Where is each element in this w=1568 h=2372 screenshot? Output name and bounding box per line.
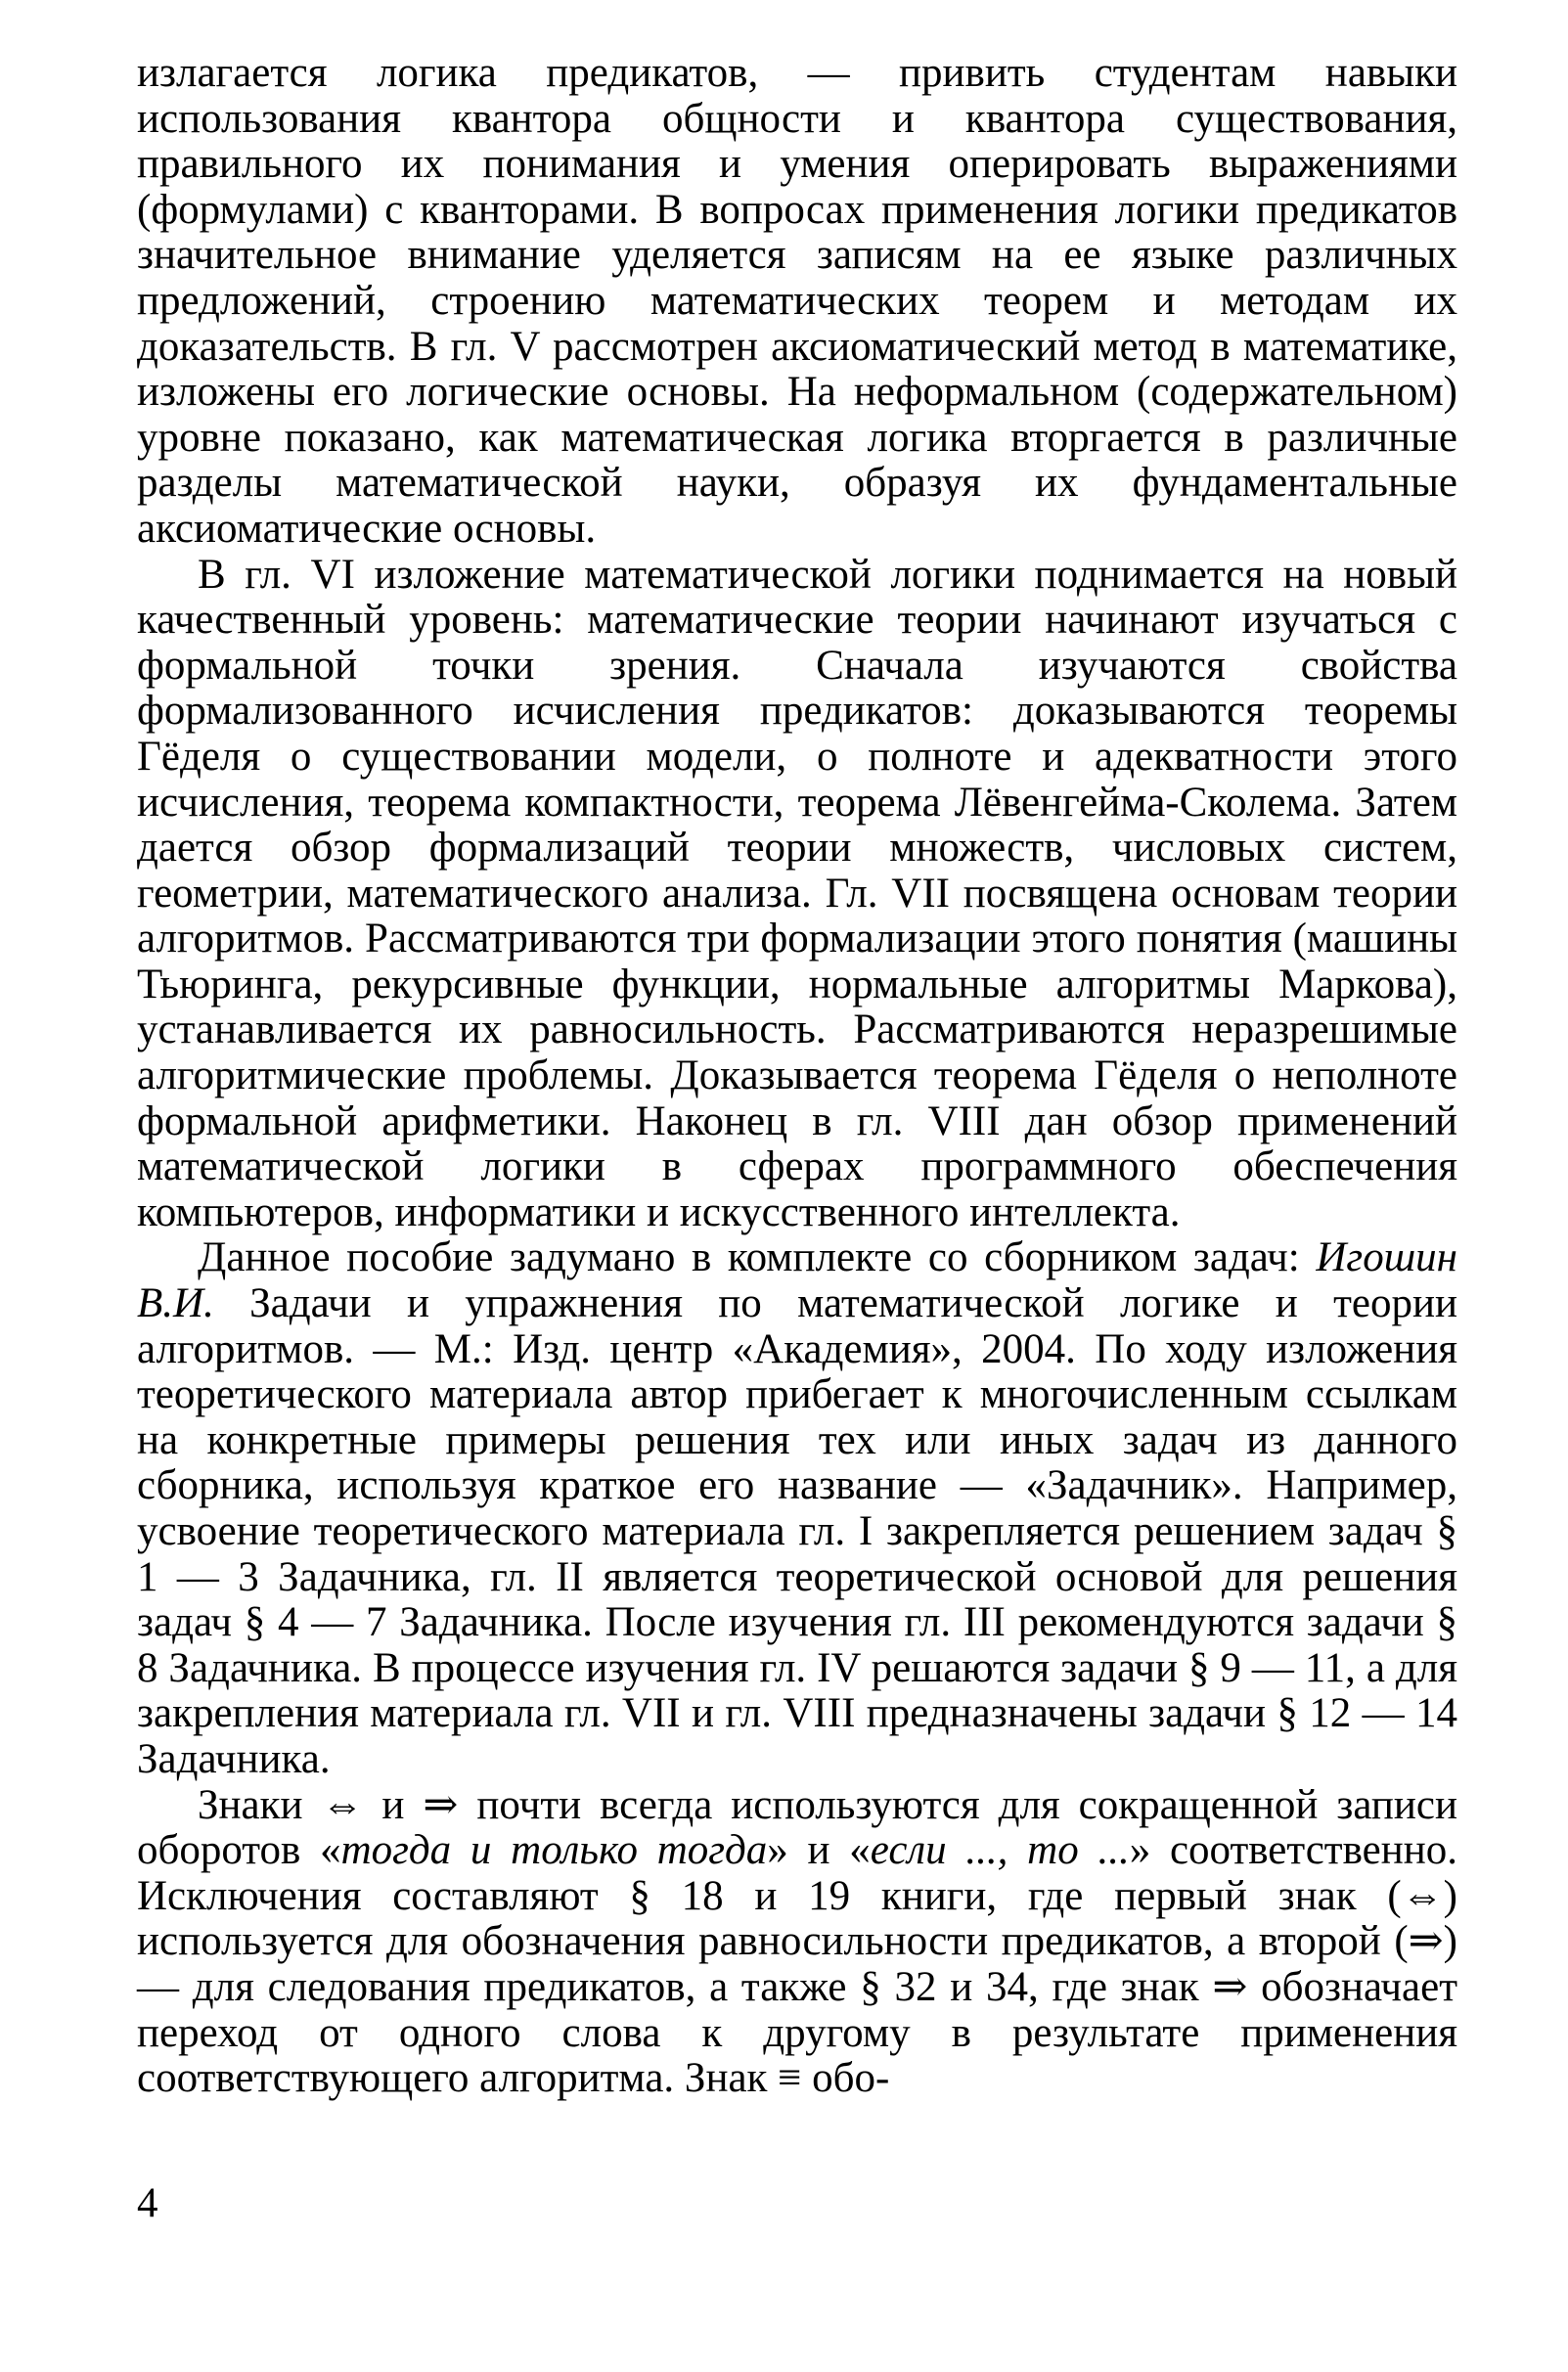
paragraph-3-text: Задачи и упражнения по математической логике и теории алгоритмов. — М.: Изд. центр «Академия», 2004. По ходу изложения теоретического материала автор прибегает к многочисленным ссылкам на конкретные примеры решения тех или иных задач из данного сборника, используя краткое его название — «Задачник». Например, усвоение теоретического материала гл. I закрепляется решением задач § 1 — 3 Задачника, гл. II является теоретической основой для решения задач § 4 — 7 Задачника. После изучения гл. III рекомендуются задачи § 8 Задачника. В процессе изучения гл. IV решаются задачи § 9 — 11, а для закрепления материала гл. VII и гл. VIII предназначены задачи § 12 — 14 Задачника. — [137, 1280, 1457, 1782]
page-number: 4 — [137, 2180, 158, 2226]
paragraph-4-text-3: » соответственно. Исключения составляют § 18 и 19 книги, где первый знак (⇔) используется для обозначения равносильности предикатов, а второй (⇒) — для следования предикатов, а также § 32 и 34, где знак ⇒ обозначает переход от одного слова к другому в результате применения соответствующего алгоритма. Знак ≡ обо- — [137, 1827, 1457, 2102]
paragraph-2 — [137, 553, 1457, 1236]
paragraph-3-author: Игошин В.И. — [137, 1234, 1457, 1327]
paragraph-3-lead: Данное пособие задумано в комплекте со сборником задач: — [198, 1234, 1317, 1281]
page-body — [137, 51, 1457, 2102]
paragraph-1 — [137, 51, 1457, 553]
paragraph-4-italic-2: если ..., то ... — [870, 1827, 1130, 1874]
paragraph-2-text: В гл. VI изложение математической логики поднимается на новый качественный уровень: математические теории начинают изучаться с формальной точки зрения. Сначала изучаются свойства формализованного исчисления предикатов: доказываются теоремы Гёделя о существовании модели, о полноте и адекватности этого исчисления, теорема компактности, теорема Лёвенгейма-Сколема. Затем дается обзор формализаций теории множеств, числовых систем, геометрии, математического анализа. Гл. VII посвящена основам теории алгоритмов. Рассматриваются три формализации этого понятия (машины Тьюринга, рекурсивные функции, нормальные алгоритмы Маркова), устанавливается их равносильность. Рассматриваются неразрешимые алгоритмические проблемы. Доказывается теорема Гёделя о неполноте формальной арифметики. Наконец в гл. VIII дан обзор применений математической логики в сферах программного обеспечения компьютеров, информатики и искусственного интеллекта. — [137, 551, 1457, 1235]
paragraph-4-text-2: » и « — [767, 1827, 871, 1874]
paragraph-4-text-1: Знаки ⇔ и ⇒ почти всегда используются для сокращенной записи оборотов « — [137, 1781, 1457, 1874]
paragraph-4 — [137, 1783, 1457, 2102]
paragraph-3 — [137, 1235, 1457, 1782]
paragraph-4-italic-1: тогда и только тогда — [340, 1827, 768, 1874]
paragraph-1-text: излагается логика предикатов, — привить студентам навыки использования квантора общности и квантора существования, правильного их понимания и умения оперировать выражениями (формулами) с кванторами. В вопросах применения логики предикатов значительное внимание уделяется записям на ее языке различных предложений, строению математических теорем и методам их доказательств. В гл. V рассмотрен аксиоматический метод в математике, изложены его логические основы. На неформальном (содержательном) уровне показано, как математическая логика вторгается в различные разделы математической науки, образуя их фундаментальные аксиоматические основы. — [137, 50, 1457, 552]
